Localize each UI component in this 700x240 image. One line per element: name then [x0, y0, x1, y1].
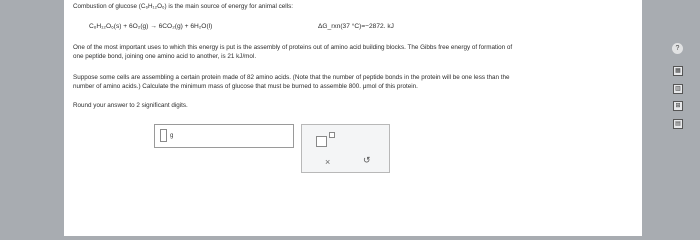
help-icon[interactable]: ?: [672, 43, 683, 54]
reference-icon[interactable]: ▤: [673, 119, 683, 129]
question-paragraph-2-line-1: Suppose some cells are assembling a certain protein made of 82 amino acids. (Note that the number of peptide bonds in the protein will be one less than the: [73, 74, 510, 81]
periodic-table-icon[interactable]: ⊞: [673, 101, 683, 111]
rounding-instruction: Round your answer to 2 significant digits.: [73, 102, 188, 109]
gibbs-energy-value: ΔG_rxn(37 °C)=−2872. kJ: [318, 23, 394, 30]
question-panel: [64, 0, 642, 236]
answer-box[interactable]: [154, 124, 294, 148]
calculator-icon[interactable]: ▦: [673, 66, 683, 76]
reaction-equation: C₆H₁₂O₆(s) + 6O₂(g) → 6CO₂(g) + 6H₂O(l): [89, 23, 213, 30]
question-paragraph-2-line-2: number of amino acids.) Calculate the minimum mass of glucose that must be burned to assemble 800. μmol of this protein.: [73, 83, 418, 90]
scientific-notation-icon[interactable]: [316, 136, 327, 147]
question-paragraph-1-line-2: one peptide bond, joining one amino acid to another, is 21 kJ/mol.: [73, 53, 257, 60]
undo-button[interactable]: ↺: [363, 155, 371, 165]
question-intro: Combustion of glucose (C₆H₁₂O₆) is the main source of energy for animal cells:: [73, 3, 293, 10]
answer-tools: [301, 124, 390, 173]
data-icon[interactable]: ▥: [673, 84, 683, 94]
answer-unit: g: [170, 133, 174, 139]
superscript-box-icon[interactable]: [329, 132, 335, 138]
question-paragraph-1-line-1: One of the most important uses to which this energy is put is the assembly of proteins out of amino acid building blocks. The Gibbs free energy of formation of: [73, 44, 513, 51]
answer-input[interactable]: [160, 129, 167, 142]
clear-button[interactable]: ×: [325, 157, 331, 167]
